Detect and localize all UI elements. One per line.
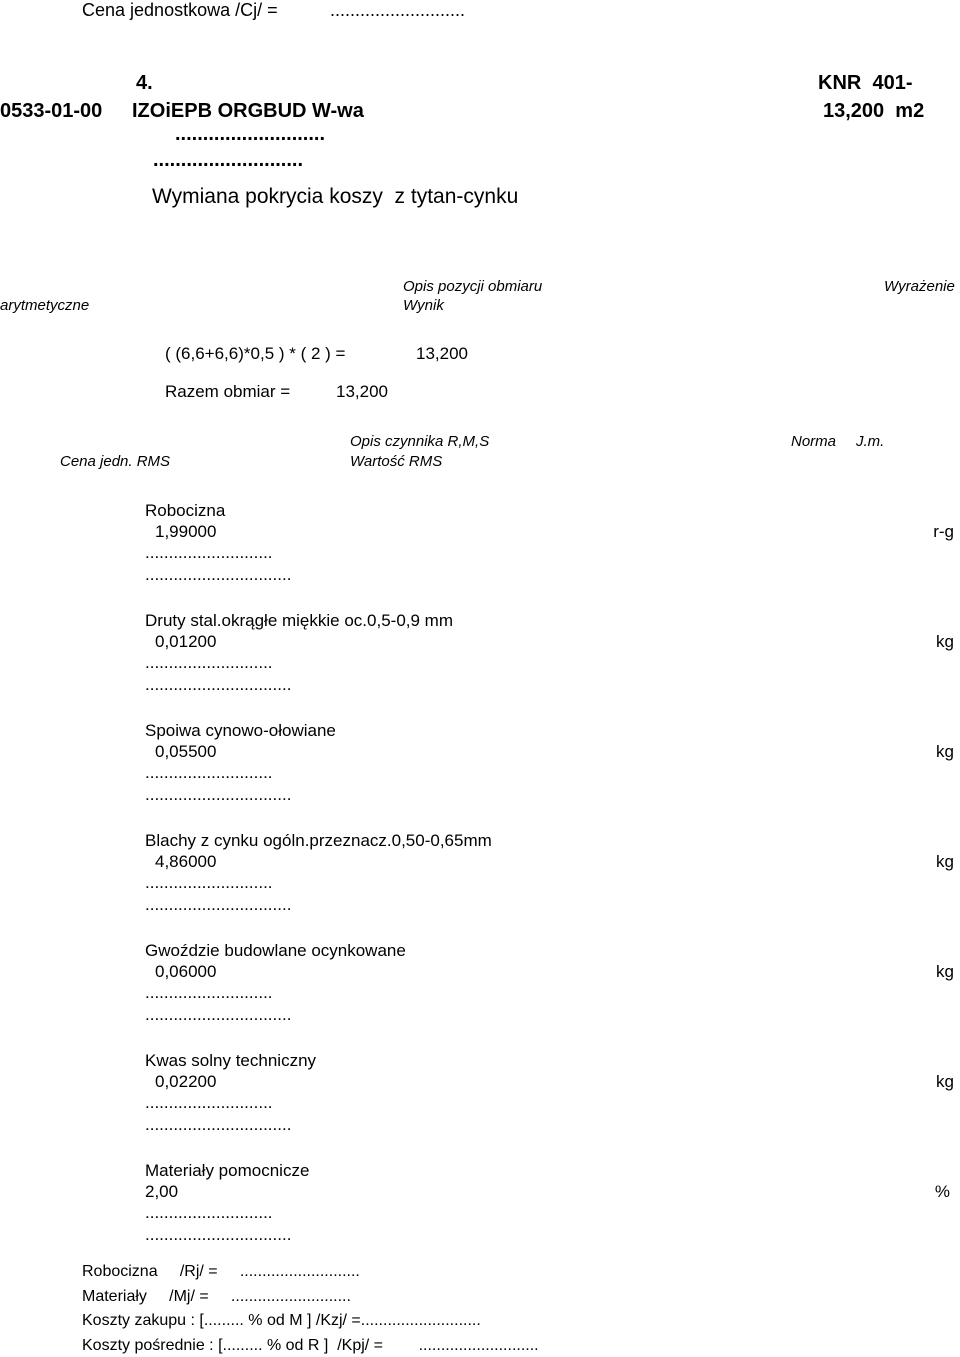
position-description: Wymiana pokrycia koszy z tytan-cynku	[152, 185, 519, 208]
rms-item-norm: 0,06000	[155, 962, 217, 981]
rms-item-unit: %	[934, 1182, 950, 1201]
rms-item-price: ...........................	[145, 983, 273, 1002]
rms-header-wartosc: Wartość RMS	[350, 453, 443, 470]
rms-item-price: ...........................	[145, 873, 273, 892]
unit-price-label: Cena jednostkowa /Cj/ =	[82, 0, 278, 20]
measure-result: 13,200	[416, 344, 468, 363]
rms-item-name: Spoiwa cynowo-ołowiane	[145, 721, 336, 740]
rms-item-value: ...............................	[145, 785, 292, 804]
summary-koszty-zakupu: Koszty zakupu : [......... % od M ] /Kzj/ =...........................	[82, 1312, 481, 1329]
rms-item-price: ...........................	[145, 653, 273, 672]
position-dots-2: ...........................	[153, 149, 304, 171]
measure-header-wynik: Wynik	[403, 297, 444, 314]
rms-item-name: Materiały pomocnicze	[145, 1161, 310, 1180]
position-quantity: 13,200 m2	[823, 100, 925, 122]
rms-item-value: ...............................	[145, 675, 292, 694]
rms-item-name: Druty stal.okrągłe miękkie oc.0,5-0,9 mm	[145, 611, 453, 630]
knr-code: 0533-01-00	[0, 100, 103, 122]
rms-item-norm: 0,01200	[155, 632, 217, 651]
rms-header-norma: Norma	[791, 433, 837, 450]
unit-price-value: ...........................	[330, 0, 466, 20]
rms-header-cena: Cena jedn. RMS	[60, 453, 171, 470]
measure-header-opis: Opis pozycji obmiaru	[403, 278, 543, 295]
rms-item-unit: r-g	[933, 522, 954, 541]
rms-item-name: Blachy z cynku ogóln.przeznacz.0,50-0,65mm	[145, 831, 492, 850]
measure-header-arytmetyczne: arytmetyczne	[0, 297, 90, 314]
rms-item-value: ...............................	[145, 895, 292, 914]
rms-item-norm: 0,02200	[155, 1072, 217, 1091]
rms-item-price: ...........................	[145, 1203, 273, 1222]
rms-item-name: Gwoździe budowlane ocynkowane	[145, 941, 406, 960]
position-dots-1: ...........................	[175, 123, 326, 145]
rms-item-unit: kg	[936, 632, 954, 651]
rms-item-norm: 4,86000	[155, 852, 217, 871]
rms-item-unit: kg	[936, 962, 954, 981]
rms-item-price: ...........................	[145, 543, 273, 562]
position-number: 4.	[136, 72, 153, 94]
measure-expression: ( (6,6+6,6)*0,5 ) * ( 2 ) =	[165, 344, 346, 363]
rms-item-value: ...............................	[145, 565, 292, 584]
knr-prefix: KNR 401-	[818, 72, 913, 94]
rms-item-norm: 1,99000	[155, 522, 217, 541]
rms-header-jm: J.m.	[856, 433, 885, 450]
summary-materialy: Materiały /Mj/ = ...........................	[82, 1288, 351, 1305]
rms-item-unit: kg	[936, 742, 954, 761]
rms-item-value: ...............................	[145, 1005, 292, 1024]
rms-item-value: ...............................	[145, 1115, 292, 1134]
rms-header-opis: Opis czynnika R,M,S	[350, 433, 490, 450]
measure-total-label: Razem obmiar =	[165, 382, 291, 401]
measure-total-value: 13,200	[336, 382, 388, 401]
rms-item-name: Kwas solny techniczny	[145, 1051, 317, 1070]
rms-item-value: ...............................	[145, 1225, 292, 1244]
rms-item-name: Robocizna	[145, 501, 226, 520]
company-name: IZOiEPB ORGBUD W-wa	[132, 100, 364, 122]
rms-item-norm: 2,00	[145, 1182, 179, 1201]
rms-item-price: ...........................	[145, 763, 273, 782]
summary-koszty-posrednie: Koszty pośrednie : [......... % od R ] /Kpj/ = ...........................	[82, 1337, 539, 1354]
rms-item-price: ...........................	[145, 1093, 273, 1112]
rms-item-unit: kg	[936, 852, 954, 871]
rms-item-norm: 0,05500	[155, 742, 217, 761]
measure-header-wyrazenie: Wyrażenie	[884, 278, 955, 295]
summary-robocizna: Robocizna /Rj/ = ...........................	[82, 1263, 360, 1280]
rms-item-unit: kg	[936, 1072, 954, 1091]
